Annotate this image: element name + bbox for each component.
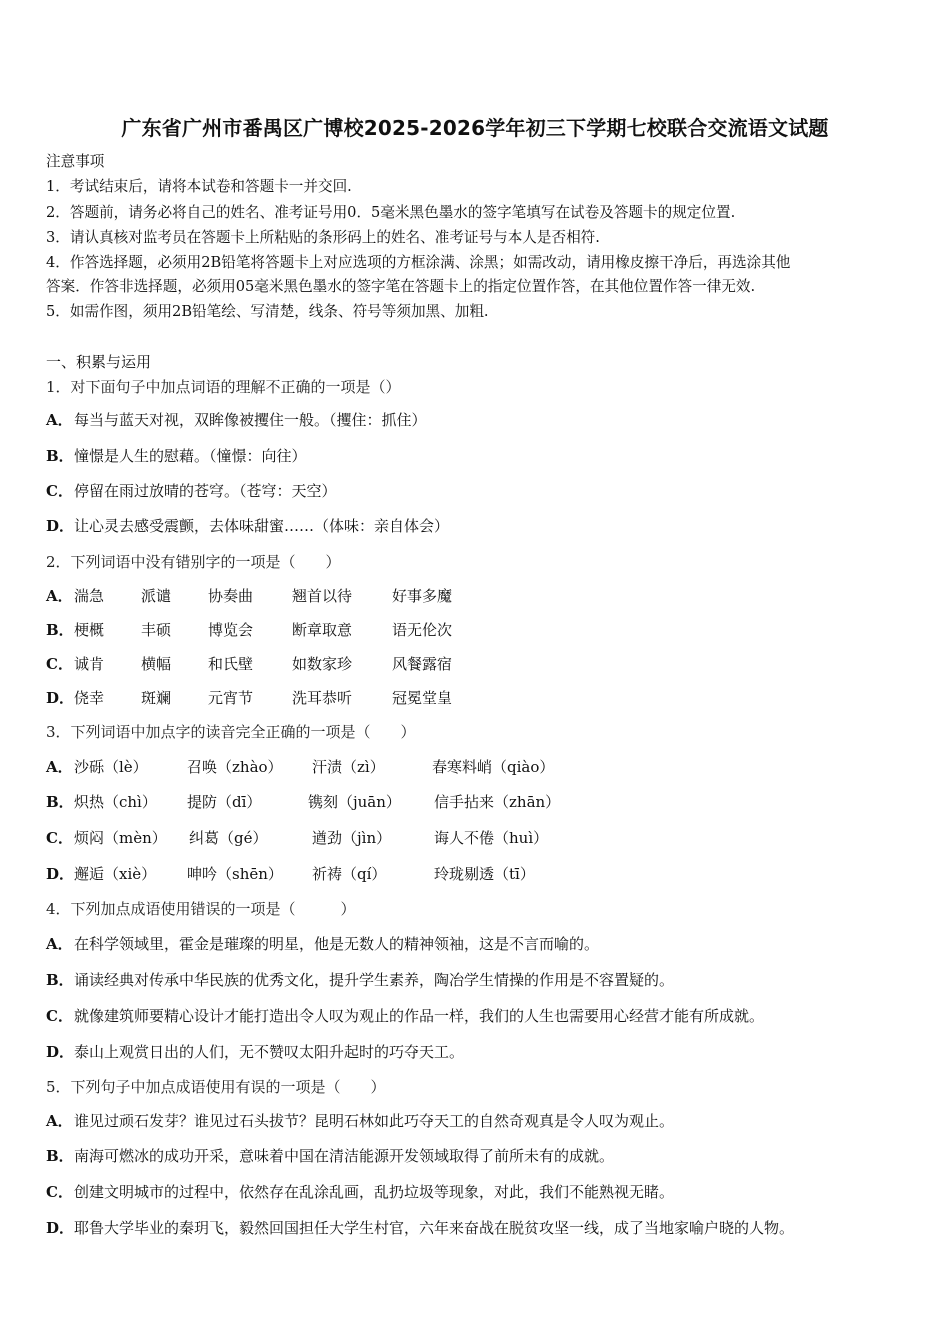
question-3-stem: 3．下列词语中加点字的读音完全正确的一项是（ ）: [46, 723, 416, 741]
option-label: D．: [46, 517, 75, 535]
option-word: 召唤（zhào）: [187, 758, 283, 776]
option-label: C．: [46, 1183, 73, 1201]
option-word: 呻吟（shēn）: [187, 865, 283, 883]
q1-option-c: [46, 481, 337, 501]
option-word: 风餐露宿: [392, 655, 453, 673]
q1-option-b: [46, 446, 307, 466]
notice-heading: 注意事项: [46, 153, 105, 170]
notice-line: 4．作答选择题，必须用2B铅笔将答题卡上对应选项的方框涂满、涂黑；如需改动，请用橡皮擦干净后，再选涂其他: [46, 254, 791, 271]
option-label: B．: [46, 621, 74, 639]
option-label: A．: [46, 935, 73, 953]
option-word: 横幅: [141, 655, 172, 673]
option-text: 创建文明城市的过程中，依然存在乱涂乱画，乱扔垃圾等现象，对此，我们不能熟视无睹。: [74, 1183, 675, 1201]
option-word: 冠冕堂皇: [392, 689, 453, 707]
option-text: 耶鲁大学毕业的秦玥飞，毅然回国担任大学生村官，六年来奋战在脱贫攻坚一线，成了当地家喻户晓的人物。: [74, 1219, 795, 1237]
option-label: B．: [46, 1147, 74, 1165]
option-label: D．: [46, 865, 75, 883]
option-word: 祈祷（qí）: [312, 865, 387, 883]
option-word: 汗渍（zì）: [312, 758, 385, 776]
option-label: C．: [46, 829, 73, 847]
option-label: A．: [46, 411, 73, 429]
q5-option-a: [46, 1111, 674, 1131]
q5-option-b: [46, 1146, 614, 1166]
q4-option-a: [46, 934, 599, 954]
option-word: 湍急: [74, 587, 105, 605]
q3-option-b: [46, 792, 906, 812]
option-word: 派谴: [141, 587, 172, 605]
option-label: C．: [46, 655, 73, 673]
option-label: D．: [46, 689, 75, 707]
option-word: 断章取意: [292, 621, 353, 639]
page-title: 广东省广州市番禺区广博校2025-2026学年初三下学期七校联合交流语文试题: [121, 116, 829, 140]
option-word: 春寒料峭（qiào）: [432, 758, 555, 776]
q4-option-b: [46, 970, 674, 990]
question-4-stem: 4．下列加点成语使用错误的一项是（ ）: [46, 900, 356, 918]
option-text: 就像建筑师要精心设计才能打造出令人叹为观止的作品一样，我们的人生也需要用心经营才能有所成就。: [74, 1007, 765, 1025]
option-word: 沙砾（lè）: [74, 758, 148, 776]
q3-option-a: [46, 757, 906, 777]
q5-option-c: [46, 1182, 674, 1202]
q1-option-a: [46, 410, 427, 430]
notice-line: 3．请认真核对监考员在答题卡上所粘贴的条形码上的姓名、准考证号与本人是否相符.: [46, 229, 600, 246]
option-label: B．: [46, 793, 74, 811]
option-label: A．: [46, 587, 73, 605]
option-word: 镌刻（juān）: [308, 793, 401, 811]
option-word: 遒劲（jìn）: [312, 829, 392, 847]
option-text: 南海可燃冰的成功开采，意味着中国在清洁能源开发领域取得了前所未有的成就。: [74, 1147, 615, 1165]
option-text: 憧憬是人生的慰藉。（憧憬：向往）: [74, 447, 307, 465]
option-word: 和氏壁: [208, 655, 254, 673]
notice-line: 2．答题前，请务必将自己的姓名、准考证号用0．5毫米黑色墨水的签字笔填写在试卷及答题卡的规定位置.: [46, 204, 736, 221]
q4-option-c: [46, 1006, 764, 1026]
q3-option-c: [46, 828, 906, 848]
notice-line: 答案．作答非选择题，必须用05毫米黑色墨水的签字笔在答题卡上的指定位置作答，在其他位置作答一律无效.: [46, 278, 756, 295]
q4-option-d: [46, 1042, 464, 1062]
option-word: 纠葛（gé）: [189, 829, 268, 847]
option-text: 每当与蓝天对视，双眸像被攫住一般。（攫住：抓住）: [74, 411, 427, 429]
option-word: 炽热（chì）: [74, 793, 157, 811]
option-word: 玲珑剔透（tī）: [434, 865, 535, 883]
option-word: 梗概: [74, 621, 105, 639]
question-1-stem: 1．对下面句子中加点词语的理解不正确的一项是（）: [46, 378, 401, 396]
option-word: 丰硕: [141, 621, 172, 639]
q1-option-d: [46, 516, 449, 536]
q2-option-b: [46, 620, 906, 640]
option-text: 泰山上观赏日出的人们，无不赞叹太阳升起时的巧夺天工。: [74, 1043, 465, 1061]
question-2-stem: 2．下列词语中没有错别字的一项是（ ）: [46, 553, 341, 571]
option-word: 提防（dī）: [187, 793, 262, 811]
option-word: 诲人不倦（huì）: [434, 829, 549, 847]
notice-line: 1．考试结束后，请将本试卷和答题卡一并交回.: [46, 178, 352, 195]
option-label: B．: [46, 971, 74, 989]
option-word: 邂逅（xiè）: [74, 865, 157, 883]
option-word: 诚肯: [74, 655, 105, 673]
option-word: 协奏曲: [208, 587, 254, 605]
option-text: 让心灵去感受震颤，去体味甜蜜……（体味：亲自体会）: [74, 517, 450, 535]
option-word: 如数家珍: [292, 655, 353, 673]
section-heading: 一、积累与运用: [46, 353, 152, 371]
q2-option-c: [46, 654, 906, 674]
option-word: 翘首以待: [292, 587, 353, 605]
option-word: 博览会: [208, 621, 254, 639]
option-text: 谁见过顽石发芽？谁见过石头拔节？昆明石林如此巧夺天工的自然奇观真是令人叹为观止。: [74, 1112, 675, 1130]
q5-option-d: [46, 1218, 794, 1238]
option-label: C．: [46, 1007, 73, 1025]
question-5-stem: 5．下列句子中加点成语使用有误的一项是（ ）: [46, 1078, 386, 1096]
option-label: D．: [46, 1043, 75, 1061]
option-word: 斑斓: [141, 689, 172, 707]
option-word: 语无伦次: [392, 621, 453, 639]
option-word: 侥幸: [74, 689, 105, 707]
q3-option-d: [46, 864, 906, 884]
option-label: D．: [46, 1219, 75, 1237]
option-label: A．: [46, 1112, 73, 1130]
q2-option-d: [46, 688, 906, 708]
option-label: C．: [46, 482, 73, 500]
option-text: 停留在雨过放晴的苍穹。（苍穹：天空）: [74, 482, 337, 500]
q2-option-a: [46, 586, 906, 606]
option-label: A．: [46, 758, 73, 776]
option-label: B．: [46, 447, 74, 465]
option-word: 元宵节: [208, 689, 254, 707]
option-text: 诵读经典对传承中华民族的优秀文化，提升学生素养，陶冶学生情操的作用是不容置疑的。: [74, 971, 675, 989]
notice-line: 5．如需作图，须用2B铅笔绘、写清楚，线条、符号等须加黑、加粗.: [46, 303, 489, 320]
option-word: 烦闷（mèn）: [74, 829, 167, 847]
option-text: 在科学领域里，霍金是璀璨的明星，他是无数人的精神领袖，这是不言而喻的。: [74, 935, 600, 953]
option-word: 洗耳恭听: [292, 689, 353, 707]
option-word: 好事多魔: [392, 587, 453, 605]
option-word: 信手拈来（zhān）: [434, 793, 561, 811]
